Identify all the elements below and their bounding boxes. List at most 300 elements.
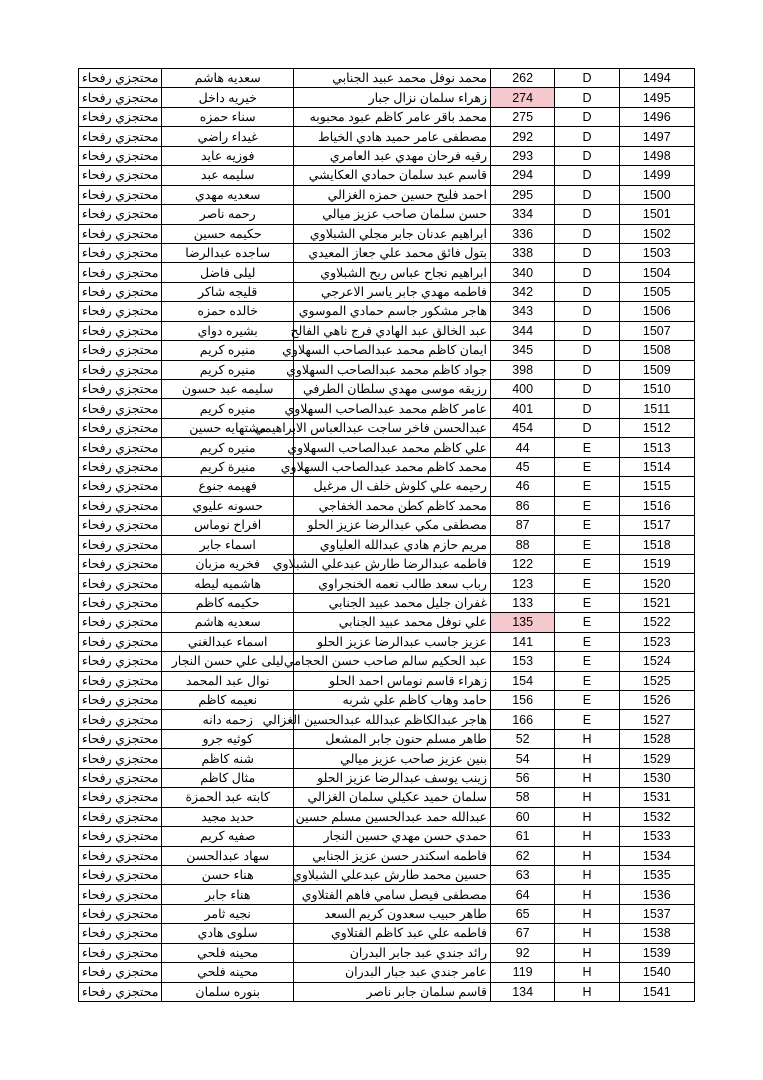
full-name-cell: رباب سعد طالب نعمه الخنجراوي: [294, 574, 491, 593]
sequence-cell: 1501: [619, 205, 694, 224]
status-cell: محتجزي رفحاء: [79, 865, 162, 884]
number-cell: 44: [490, 438, 554, 457]
status-cell: محتجزي رفحاء: [79, 885, 162, 904]
block-cell: H: [555, 846, 619, 865]
table-row: [79, 593, 695, 612]
mother-name-cell: منيره كريم: [162, 341, 294, 360]
block-cell: E: [555, 457, 619, 476]
number-cell: 344: [490, 321, 554, 340]
full-name-cell: جواد كاظم محمد عبدالصاحب السهلاوي: [294, 360, 491, 379]
mother-name-cell: شنه كاظم: [162, 749, 294, 768]
block-cell: D: [555, 302, 619, 321]
sequence-cell: 1503: [619, 243, 694, 262]
sequence-cell: 1514: [619, 457, 694, 476]
block-cell: H: [555, 885, 619, 904]
sequence-cell: 1510: [619, 380, 694, 399]
number-cell: 87: [490, 516, 554, 535]
sequence-cell: 1524: [619, 652, 694, 671]
number-cell: 63: [490, 865, 554, 884]
full-name-cell: رحيمه علي كلوش خلف ال مرغيل: [294, 477, 491, 496]
table-row: [79, 652, 695, 671]
table-row: [79, 69, 695, 88]
sequence-cell: 1496: [619, 107, 694, 126]
sequence-cell: 1525: [619, 671, 694, 690]
number-cell: 345: [490, 341, 554, 360]
block-cell: E: [555, 535, 619, 554]
status-cell: محتجزي رفحاء: [79, 516, 162, 535]
block-cell: H: [555, 788, 619, 807]
full-name-cell: هاجر مشكور جاسم حمادي الموسوي: [294, 302, 491, 321]
table-row: [79, 360, 695, 379]
status-cell: محتجزي رفحاء: [79, 341, 162, 360]
status-cell: محتجزي رفحاء: [79, 360, 162, 379]
table-row: [79, 885, 695, 904]
block-cell: D: [555, 185, 619, 204]
table-row: [79, 263, 695, 282]
status-cell: محتجزي رفحاء: [79, 729, 162, 748]
status-cell: محتجزي رفحاء: [79, 107, 162, 126]
mother-name-cell: نوال عبد المحمد: [162, 671, 294, 690]
mother-name-cell: ساجده عبدالرضا: [162, 243, 294, 262]
table-row: [79, 127, 695, 146]
table-row: [79, 924, 695, 943]
status-cell: محتجزي رفحاء: [79, 768, 162, 787]
table-row: [79, 729, 695, 748]
table-row: [79, 749, 695, 768]
full-name-cell: حسن سلمان صاحب عزيز ميالي: [294, 205, 491, 224]
sequence-cell: 1533: [619, 827, 694, 846]
mother-name-cell: كوثيه جرو: [162, 729, 294, 748]
sequence-cell: 1536: [619, 885, 694, 904]
table-row: [79, 224, 695, 243]
sequence-cell: 1528: [619, 729, 694, 748]
status-cell: محتجزي رفحاء: [79, 146, 162, 165]
full-name-cell: زينب يوسف عبدالرضا عزيز الحلو: [294, 768, 491, 787]
number-cell: 275: [490, 107, 554, 126]
status-cell: محتجزي رفحاء: [79, 943, 162, 962]
status-cell: محتجزي رفحاء: [79, 224, 162, 243]
mother-name-cell: بنوره سلمان: [162, 982, 294, 1001]
table-row: [79, 691, 695, 710]
full-name-cell: ايمان كاظم محمد عبدالصاحب السهلاوي: [294, 341, 491, 360]
block-cell: E: [555, 496, 619, 515]
mother-name-cell: خيريه داخل: [162, 88, 294, 107]
mother-name-cell: سليمه عبد: [162, 166, 294, 185]
block-cell: D: [555, 127, 619, 146]
table-row: [79, 516, 695, 535]
full-name-cell: فاطمه علي عبد كاظم الفتلاوي: [294, 924, 491, 943]
status-cell: محتجزي رفحاء: [79, 302, 162, 321]
number-cell: 156: [490, 691, 554, 710]
roster-table-body: [79, 69, 695, 1002]
table-row: [79, 788, 695, 807]
mother-name-cell: سعديه مهدي: [162, 185, 294, 204]
table-row: [79, 205, 695, 224]
full-name-cell: عبدالحسن فاخر ساجت عبدالعباس الابراهيمي: [294, 418, 491, 437]
mother-name-cell: هناء حسن: [162, 865, 294, 884]
full-name-cell: رائد جندي عبد جابر البدران: [294, 943, 491, 962]
block-cell: H: [555, 865, 619, 884]
block-cell: D: [555, 205, 619, 224]
status-cell: محتجزي رفحاء: [79, 185, 162, 204]
sequence-cell: 1506: [619, 302, 694, 321]
sequence-cell: 1507: [619, 321, 694, 340]
block-cell: E: [555, 477, 619, 496]
sequence-cell: 1515: [619, 477, 694, 496]
status-cell: محتجزي رفحاء: [79, 652, 162, 671]
number-cell: 153: [490, 652, 554, 671]
full-name-cell: فاطمه عبدالرضا طارش عبدعلي الشبلاوي: [294, 554, 491, 573]
sequence-cell: 1531: [619, 788, 694, 807]
number-cell: 67: [490, 924, 554, 943]
table-row: [79, 166, 695, 185]
block-cell: D: [555, 282, 619, 301]
number-cell: 65: [490, 904, 554, 923]
sequence-cell: 1541: [619, 982, 694, 1001]
status-cell: محتجزي رفحاء: [79, 205, 162, 224]
sequence-cell: 1540: [619, 963, 694, 982]
sequence-cell: 1505: [619, 282, 694, 301]
number-cell: 54: [490, 749, 554, 768]
block-cell: D: [555, 263, 619, 282]
status-cell: محتجزي رفحاء: [79, 554, 162, 573]
full-name-cell: حامد وهاب كاظم علي شربه: [294, 691, 491, 710]
full-name-cell: عبد الخالق عبد الهادي فرج ناهي الفالح: [294, 321, 491, 340]
full-name-cell: احمد فليح حسين حمزه الغزالي: [294, 185, 491, 204]
mother-name-cell: غيداء راضي: [162, 127, 294, 146]
status-cell: محتجزي رفحاء: [79, 535, 162, 554]
mother-name-cell: كابته عبد الحمزة: [162, 788, 294, 807]
table-row: [79, 399, 695, 418]
number-cell: 58: [490, 788, 554, 807]
sequence-cell: 1504: [619, 263, 694, 282]
number-cell: 134: [490, 982, 554, 1001]
table-row: [79, 282, 695, 301]
mother-name-cell: نجيه ثامر: [162, 904, 294, 923]
sequence-cell: 1498: [619, 146, 694, 165]
status-cell: محتجزي رفحاء: [79, 438, 162, 457]
sequence-cell: 1532: [619, 807, 694, 826]
mother-name-cell: فوزيه عايد: [162, 146, 294, 165]
number-cell: 334: [490, 205, 554, 224]
full-name-cell: قاسم عبد سلمان حمادي العكايشي: [294, 166, 491, 185]
number-cell: 92: [490, 943, 554, 962]
full-name-cell: قاسم سلمان جابر ناصر: [294, 982, 491, 1001]
full-name-cell: مريم حازم هادي عبدالله العلياوي: [294, 535, 491, 554]
full-name-cell: سلمان حميد عكيلي سلمان الغزالي: [294, 788, 491, 807]
full-name-cell: علي نوفل محمد عبيد الجنابي: [294, 613, 491, 632]
status-cell: محتجزي رفحاء: [79, 710, 162, 729]
full-name-cell: ابراهيم عدنان جابر مجلي الشبلاوي: [294, 224, 491, 243]
block-cell: H: [555, 729, 619, 748]
sequence-cell: 1500: [619, 185, 694, 204]
status-cell: محتجزي رفحاء: [79, 457, 162, 476]
block-cell: D: [555, 341, 619, 360]
table-row: [79, 613, 695, 632]
block-cell: D: [555, 146, 619, 165]
full-name-cell: مصطفى فيصل سامي فاهم الفتلاوي: [294, 885, 491, 904]
table-row: [79, 632, 695, 651]
mother-name-cell: فهيمه جنوع: [162, 477, 294, 496]
block-cell: E: [555, 593, 619, 612]
mother-name-cell: منيره كريم: [162, 438, 294, 457]
block-cell: E: [555, 632, 619, 651]
status-cell: محتجزي رفحاء: [79, 69, 162, 88]
table-row: [79, 302, 695, 321]
mother-name-cell: منيره كريم: [162, 360, 294, 379]
block-cell: E: [555, 516, 619, 535]
status-cell: محتجزي رفحاء: [79, 282, 162, 301]
table-row: [79, 341, 695, 360]
full-name-cell: عامر جندي عبد جبار البدران: [294, 963, 491, 982]
table-row: [79, 477, 695, 496]
table-row: [79, 496, 695, 515]
block-cell: E: [555, 710, 619, 729]
mother-name-cell: ليلى فاضل: [162, 263, 294, 282]
sequence-cell: 1494: [619, 69, 694, 88]
sequence-cell: 1527: [619, 710, 694, 729]
sequence-cell: 1502: [619, 224, 694, 243]
block-cell: E: [555, 613, 619, 632]
mother-name-cell: فخريه مزبان: [162, 554, 294, 573]
sequence-cell: 1517: [619, 516, 694, 535]
block-cell: D: [555, 399, 619, 418]
status-cell: محتجزي رفحاء: [79, 827, 162, 846]
block-cell: E: [555, 554, 619, 573]
sequence-cell: 1499: [619, 166, 694, 185]
full-name-cell: زهراء سلمان نزال جبار: [294, 88, 491, 107]
table-row: [79, 671, 695, 690]
full-name-cell: محمد كاظم كطن محمد الخفاجي: [294, 496, 491, 515]
number-cell: 60: [490, 807, 554, 826]
table-row: [79, 963, 695, 982]
table-row: [79, 185, 695, 204]
block-cell: D: [555, 243, 619, 262]
status-cell: محتجزي رفحاء: [79, 613, 162, 632]
status-cell: محتجزي رفحاء: [79, 574, 162, 593]
number-cell: 46: [490, 477, 554, 496]
full-name-cell: بنين عزيز صاحب عزيز ميالي: [294, 749, 491, 768]
full-name-cell: محمد باقر عامر كاظم عبود محبوبه: [294, 107, 491, 126]
number-cell: 141: [490, 632, 554, 651]
sequence-cell: 1521: [619, 593, 694, 612]
mother-name-cell: اسماء جابر: [162, 535, 294, 554]
number-cell: 401: [490, 399, 554, 418]
status-cell: محتجزي رفحاء: [79, 749, 162, 768]
block-cell: E: [555, 652, 619, 671]
mother-name-cell: محينه فلحي: [162, 943, 294, 962]
status-cell: محتجزي رفحاء: [79, 846, 162, 865]
table-row: [79, 321, 695, 340]
sequence-cell: 1529: [619, 749, 694, 768]
status-cell: محتجزي رفحاء: [79, 496, 162, 515]
mother-name-cell: زحمه دانه: [162, 710, 294, 729]
block-cell: H: [555, 943, 619, 962]
block-cell: D: [555, 69, 619, 88]
number-cell: 119: [490, 963, 554, 982]
status-cell: محتجزي رفحاء: [79, 127, 162, 146]
block-cell: D: [555, 166, 619, 185]
sequence-cell: 1538: [619, 924, 694, 943]
number-cell: 88: [490, 535, 554, 554]
mother-name-cell: سعديه هاشم: [162, 613, 294, 632]
sequence-cell: 1523: [619, 632, 694, 651]
number-cell: 293: [490, 146, 554, 165]
mother-name-cell: نعيمه كاظم: [162, 691, 294, 710]
status-cell: محتجزي رفحاء: [79, 477, 162, 496]
full-name-cell: محمد نوفل محمد عبيد الجنابي: [294, 69, 491, 88]
number-cell: 294: [490, 166, 554, 185]
block-cell: H: [555, 749, 619, 768]
number-cell: 274: [490, 88, 554, 107]
number-cell: 133: [490, 593, 554, 612]
full-name-cell: عامر كاظم محمد عبدالصاحب السهلاوي: [294, 399, 491, 418]
status-cell: محتجزي رفحاء: [79, 399, 162, 418]
status-cell: محتجزي رفحاء: [79, 904, 162, 923]
sequence-cell: 1513: [619, 438, 694, 457]
table-row: [79, 457, 695, 476]
number-cell: 64: [490, 885, 554, 904]
block-cell: D: [555, 224, 619, 243]
number-cell: 122: [490, 554, 554, 573]
sequence-cell: 1518: [619, 535, 694, 554]
table-row: [79, 943, 695, 962]
number-cell: 338: [490, 243, 554, 262]
number-cell: 343: [490, 302, 554, 321]
status-cell: محتجزي رفحاء: [79, 243, 162, 262]
mother-name-cell: خالده حمزه: [162, 302, 294, 321]
number-cell: 62: [490, 846, 554, 865]
full-name-cell: عبدالله حمد عبدالحسين مسلم حسين: [294, 807, 491, 826]
table-row: [79, 107, 695, 126]
table-row: [79, 380, 695, 399]
sequence-cell: 1520: [619, 574, 694, 593]
full-name-cell: رقيه فرحان مهدي عبد العامري: [294, 146, 491, 165]
number-cell: 154: [490, 671, 554, 690]
block-cell: D: [555, 380, 619, 399]
table-row: [79, 865, 695, 884]
full-name-cell: حسين محمد طارش عبدعلي الشبلاوي: [294, 865, 491, 884]
table-row: [79, 438, 695, 457]
table-row: [79, 535, 695, 554]
status-cell: محتجزي رفحاء: [79, 88, 162, 107]
block-cell: E: [555, 574, 619, 593]
mother-name-cell: منيره كريم: [162, 399, 294, 418]
status-cell: محتجزي رفحاء: [79, 807, 162, 826]
table-row: [79, 710, 695, 729]
number-cell: 166: [490, 710, 554, 729]
sequence-cell: 1497: [619, 127, 694, 146]
status-cell: محتجزي رفحاء: [79, 632, 162, 651]
number-cell: 398: [490, 360, 554, 379]
mother-name-cell: حكيمه حسين: [162, 224, 294, 243]
mother-name-cell: سعديه هاشم: [162, 69, 294, 88]
block-cell: E: [555, 671, 619, 690]
full-name-cell: طاهر مسلم حنون جابر المشعل: [294, 729, 491, 748]
roster-table: [78, 68, 695, 1002]
table-row: [79, 554, 695, 573]
number-cell: 262: [490, 69, 554, 88]
number-cell: 61: [490, 827, 554, 846]
mother-name-cell: هاشميه ليطه: [162, 574, 294, 593]
number-cell: 340: [490, 263, 554, 282]
status-cell: محتجزي رفحاء: [79, 380, 162, 399]
block-cell: E: [555, 438, 619, 457]
mother-name-cell: افراح نوماس: [162, 516, 294, 535]
sequence-cell: 1512: [619, 418, 694, 437]
sequence-cell: 1535: [619, 865, 694, 884]
status-cell: محتجزي رفحاء: [79, 691, 162, 710]
table-row: [79, 904, 695, 923]
mother-name-cell: حديد مجيد: [162, 807, 294, 826]
number-cell: 400: [490, 380, 554, 399]
block-cell: D: [555, 88, 619, 107]
mother-name-cell: حكيمه كاظم: [162, 593, 294, 612]
mother-name-cell: بشيره دواي: [162, 321, 294, 340]
table-row: [79, 146, 695, 165]
block-cell: D: [555, 360, 619, 379]
number-cell: 86: [490, 496, 554, 515]
block-cell: D: [555, 418, 619, 437]
mother-name-cell: سناء حمزه: [162, 107, 294, 126]
status-cell: محتجزي رفحاء: [79, 166, 162, 185]
full-name-cell: عبد الحكيم سالم صاحب حسن الحجامي: [294, 652, 491, 671]
mother-name-cell: مثال كاظم: [162, 768, 294, 787]
full-name-cell: بتول فائق محمد علي جعاز المعيدي: [294, 243, 491, 262]
mother-name-cell: قليجه شاكر: [162, 282, 294, 301]
table-row: [79, 574, 695, 593]
number-cell: 45: [490, 457, 554, 476]
mother-name-cell: محينه فلحي: [162, 963, 294, 982]
mother-name-cell: سلوى هادي: [162, 924, 294, 943]
block-cell: H: [555, 768, 619, 787]
table-row: [79, 418, 695, 437]
block-cell: D: [555, 107, 619, 126]
block-cell: H: [555, 982, 619, 1001]
mother-name-cell: سهاد عبدالحسن: [162, 846, 294, 865]
number-cell: 342: [490, 282, 554, 301]
full-name-cell: فاطمه اسكندر حسن عزيز الجنابي: [294, 846, 491, 865]
full-name-cell: ابراهيم نجاح عباس ربح الشبلاوي: [294, 263, 491, 282]
mother-name-cell: هناء جابر: [162, 885, 294, 904]
table-row: [79, 807, 695, 826]
number-cell: 295: [490, 185, 554, 204]
status-cell: محتجزي رفحاء: [79, 263, 162, 282]
number-cell: 56: [490, 768, 554, 787]
status-cell: محتجزي رفحاء: [79, 321, 162, 340]
mother-name-cell: حسونه عليوي: [162, 496, 294, 515]
sequence-cell: 1495: [619, 88, 694, 107]
block-cell: H: [555, 807, 619, 826]
table-row: [79, 846, 695, 865]
full-name-cell: علي كاظم محمد عبدالصاحب السهلاوي: [294, 438, 491, 457]
table-row: [79, 827, 695, 846]
full-name-cell: فاطمه مهدي جابر ياسر الاعرجي: [294, 282, 491, 301]
full-name-cell: حمدي حسن مهدي حسين النجار: [294, 827, 491, 846]
table-row: [79, 88, 695, 107]
mother-name-cell: رحمه ناصر: [162, 205, 294, 224]
sequence-cell: 1526: [619, 691, 694, 710]
number-cell: 52: [490, 729, 554, 748]
block-cell: H: [555, 924, 619, 943]
mother-name-cell: اسماء عبدالغني: [162, 632, 294, 651]
sequence-cell: 1516: [619, 496, 694, 515]
sequence-cell: 1519: [619, 554, 694, 573]
number-cell: 336: [490, 224, 554, 243]
table-row: [79, 243, 695, 262]
table-row: [79, 768, 695, 787]
block-cell: H: [555, 904, 619, 923]
